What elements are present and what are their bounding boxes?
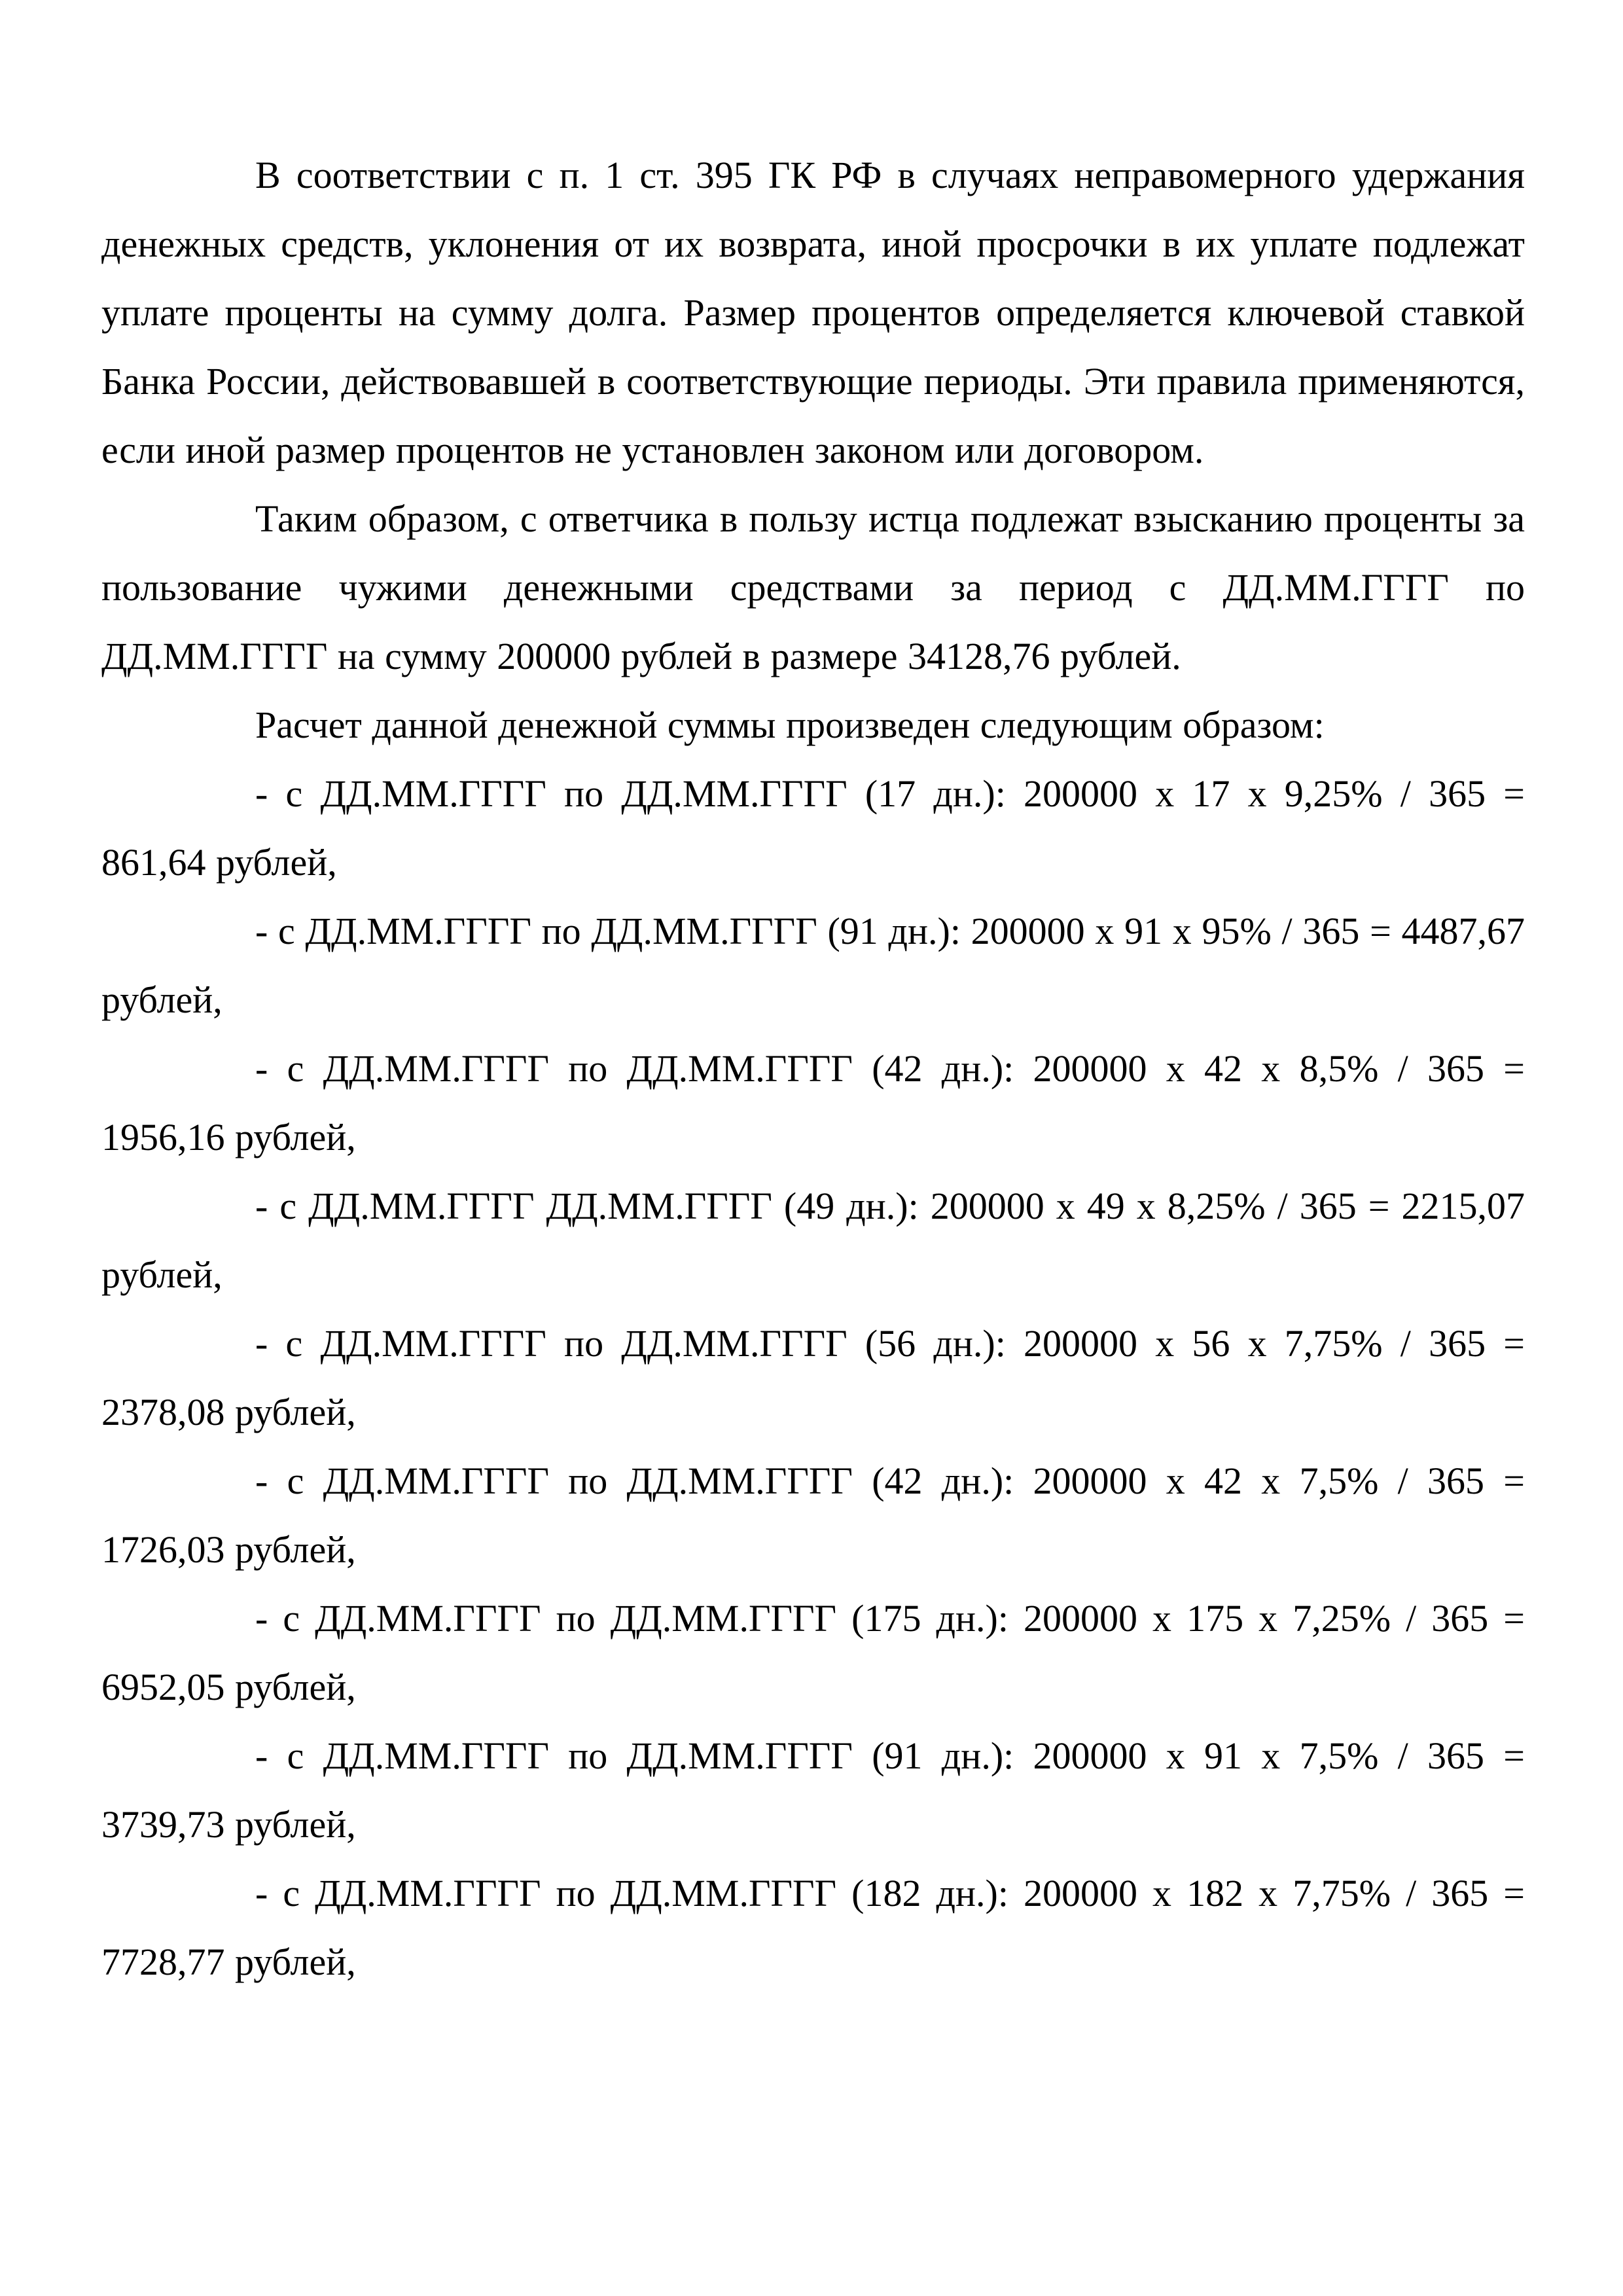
calc-item-period-7: - с ДД.ММ.ГГГГ по ДД.ММ.ГГГГ (175 дн.): 200000 х 175 х 7,25% / 365 = 6952,05 рублей, bbox=[101, 1597, 1525, 1708]
paragraph-law-reference: В соответствии с п. 1 ст. 395 ГК РФ в случаях неправомерного удержания денежных средств, уклонения от их возврата, иной просрочки в их уплате подлежат уплате проценты на сумму долга. Размер процентов определяется ключевой ставкой Банка России, действовавшей в соответствующие периоды. Эти правила применяются, если иной размер процентов не установлен законом или договором. bbox=[101, 154, 1525, 471]
calc-item-period-4: - с ДД.ММ.ГГГГ ДД.ММ.ГГГГ (49 дн.): 200000 х 49 х 8,25% / 365 = 2215,07 рублей, bbox=[101, 1185, 1525, 1296]
calc-item-period-1: - с ДД.ММ.ГГГГ по ДД.ММ.ГГГГ (17 дн.): 200000 х 17 х 9,25% / 365 = 861,64 рублей, bbox=[101, 772, 1525, 884]
calc-item-period-3: - с ДД.ММ.ГГГГ по ДД.ММ.ГГГГ (42 дн.): 200000 х 42 х 8,5% / 365 = 1956,16 рублей, bbox=[101, 1047, 1525, 1158]
calc-item-period-6: - с ДД.ММ.ГГГГ по ДД.ММ.ГГГГ (42 дн.): 200000 х 42 х 7,5% / 365 = 1726,03 рублей, bbox=[101, 1460, 1525, 1571]
calc-item-period-2: - с ДД.ММ.ГГГГ по ДД.ММ.ГГГГ (91 дн.): 200000 х 91 х 95% / 365 = 4487,67 рублей, bbox=[101, 910, 1525, 1021]
paragraph-calculation-intro: Расчет данной денежной суммы произведен следующим образом: bbox=[255, 704, 1325, 746]
calc-item-period-5: - с ДД.ММ.ГГГГ по ДД.ММ.ГГГГ (56 дн.): 200000 х 56 х 7,75% / 365 = 2378,08 рублей, bbox=[101, 1322, 1525, 1433]
calc-item-period-9: - с ДД.ММ.ГГГГ по ДД.ММ.ГГГГ (182 дн.): 200000 х 182 х 7,75% / 365 = 7728,77 рублей, bbox=[101, 1872, 1525, 1983]
paragraph-conclusion: Таким образом, с ответчика в пользу истца подлежат взысканию проценты за пользование чужими денежными средствами за период с ДД.ММ.ГГГГ по ДД.ММ.ГГГГ на сумму 200000 рублей в размере 34128,76 рублей. bbox=[101, 497, 1525, 677]
calc-item-period-8: - с ДД.ММ.ГГГГ по ДД.ММ.ГГГГ (91 дн.): 200000 х 91 х 7,5% / 365 = 3739,73 рублей, bbox=[101, 1734, 1525, 1846]
